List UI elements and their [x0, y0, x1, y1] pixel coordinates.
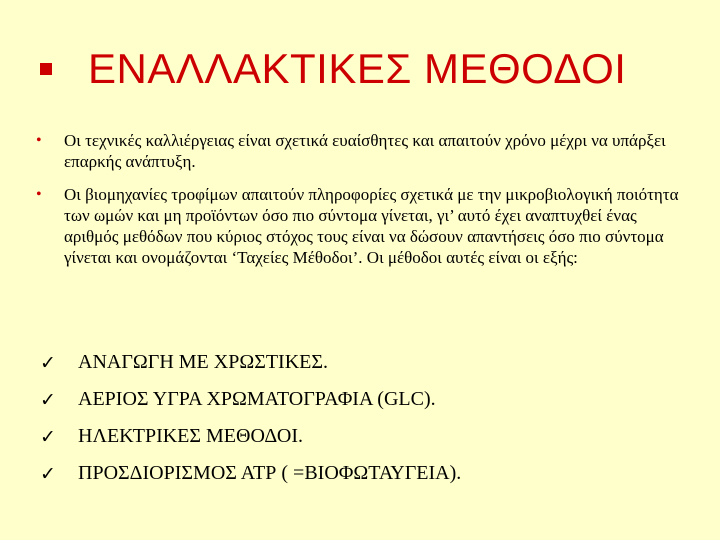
checklist-item-text: ΑΝΑΓΩΓΗ ΜΕ ΧΡΩΣΤΙΚΕΣ. [78, 351, 329, 373]
bullet-text: Οι τεχνικές καλλιέργειας είναι σχετικά ευαίσθητες και απαιτούν χρόνο μέχρι να υπάρξει επαρκής ανάπτυξη. [64, 131, 666, 171]
bullet-item [36, 130, 686, 172]
bullet-item [36, 184, 686, 268]
checklist-item [40, 418, 690, 455]
checklist-item [40, 455, 690, 492]
checklist-item-text: ΑΕΡΙΟΣ ΥΓΡΑ ΧΡΩΜΑΤΟΓΡΑΦΙΑ (GLC). [78, 388, 436, 410]
slide-title-row [40, 44, 626, 94]
bullet-dot-icon: • [36, 186, 42, 203]
checklist [40, 344, 690, 492]
checklist-item [40, 344, 690, 381]
bullet-dot-icon: • [36, 132, 42, 149]
checklist-item-text: ΗΛΕΚΤΡΙΚΕΣ ΜΕΘΟΔΟΙ. [78, 425, 304, 447]
square-bullet-icon [40, 63, 52, 75]
checkmark-icon: ✓ [40, 462, 56, 485]
checkmark-icon: ✓ [40, 425, 56, 448]
checklist-item-text: ΠΡΟΣΔΙΟΡΙΣΜΟΣ ΑΤΡ ( =ΒΙΟΦΩΤΑΥΓΕΙΑ). [78, 462, 462, 484]
slide-title: ΕΝΑΛΛΑΚΤΙΚΕΣ ΜΕΘΟΔΟΙ [88, 45, 627, 92]
bullet-list [36, 130, 686, 280]
checklist-item [40, 381, 690, 418]
checkmark-icon: ✓ [40, 351, 56, 374]
checkmark-icon: ✓ [40, 388, 56, 411]
bullet-text: Οι βιομηχανίες τροφίμων απαιτούν πληροφορίες σχετικά με την μικροβιολογική ποιότητα των ωμών και μη προϊόντων όσο πιο σύντομα γίνεται, γι’ αυτό έχει αναπτυχθεί ένας αριθμός μεθόδων που κύριος στόχος τους είναι να δώσουν απαντήσεις όσο πιο σύντομα γίνεται και ονομάζονται ‘Ταχείες Μέθοδοι’. Οι μέθοδοι αυτές είναι οι εξής: [64, 185, 679, 267]
